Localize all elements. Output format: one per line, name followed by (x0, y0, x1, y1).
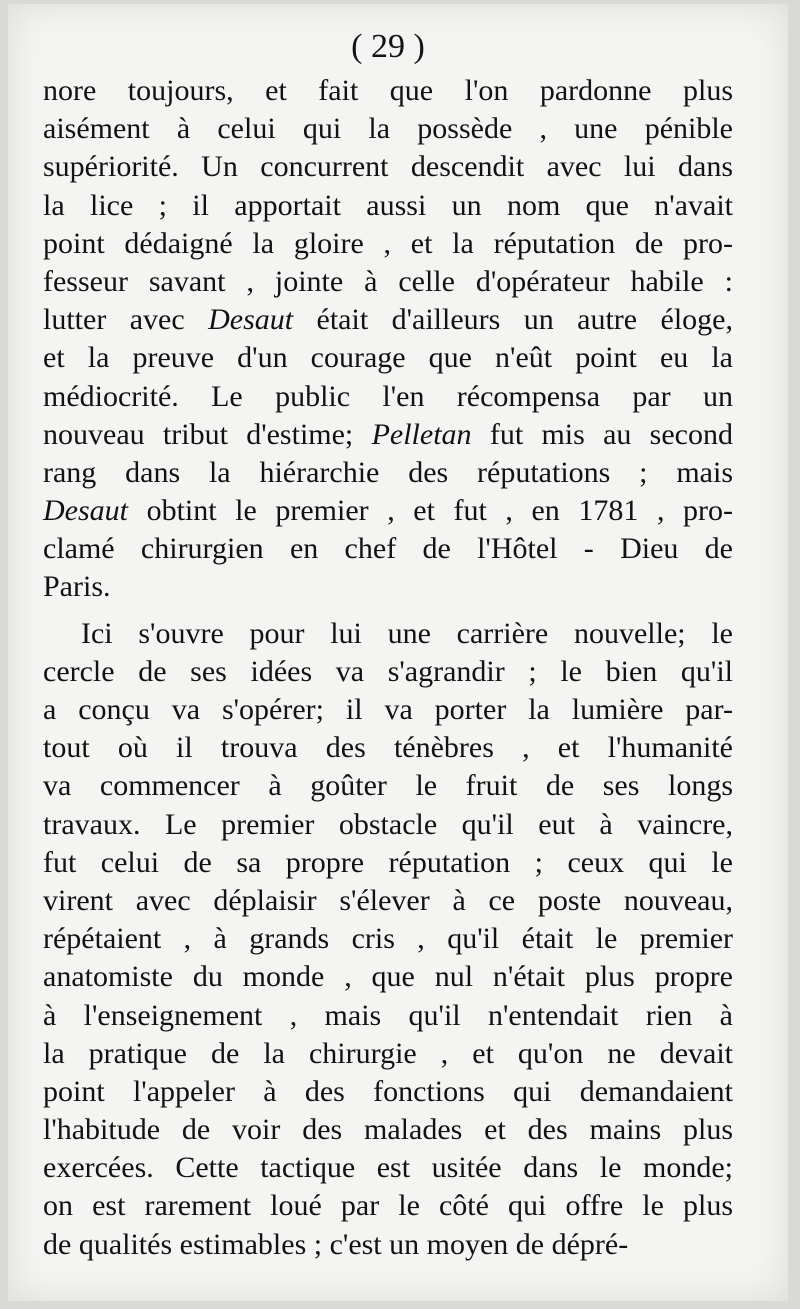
text-segment: rang dans la hiérarchie des réputations ; mais (43, 455, 733, 489)
text-line (43, 187, 733, 225)
text-segment: était d'ailleurs un autre éloge, (293, 303, 733, 337)
body-text (43, 72, 733, 1264)
text-line (43, 72, 733, 110)
text-line (43, 653, 733, 691)
text-segment: point l'appeler à des fonctions qui demandaient (43, 1074, 733, 1108)
text-segment: a conçu va s'opérer; il va porter la lumière par- (43, 693, 733, 726)
text-line (43, 339, 733, 377)
paragraph-gap (43, 607, 733, 615)
text-line (43, 416, 733, 454)
text-segment: point dédaigné la gloire , et la réputation de pro- (43, 226, 733, 260)
paragraph (43, 72, 733, 607)
text-segment: supériorité. Un concurrent descendit avec lui dans (43, 150, 733, 184)
text-line (43, 729, 733, 767)
text-line (43, 882, 733, 920)
text-segment: et la preuve d'un courage que n'eût point eu la (43, 341, 733, 375)
text-line (43, 454, 733, 492)
text-line (43, 1111, 733, 1149)
text-segment: Paris. (43, 570, 111, 604)
text-line (43, 1149, 733, 1187)
text-segment: fesseur savant , jointe à celle d'opérateur habile : (43, 264, 733, 298)
text-line (43, 920, 733, 958)
text-segment: virent avec déplaisir s'élever à ce poste nouveau, (43, 883, 733, 917)
text-segment: répétaient , à grands cris , qu'il était le premier (43, 922, 733, 956)
text-line (43, 767, 733, 805)
text-line (43, 1073, 733, 1111)
text-segment: médiocrité. Le public l'en récompensa par un (43, 379, 733, 413)
text-segment: la pratique de la chirurgie , et qu'on ne devait (43, 1036, 733, 1070)
text-segment: aisément à celui qui la possède , une pénible (43, 112, 733, 146)
text-line (43, 1035, 733, 1073)
text-segment: Ici s'ouvre pour lui une carrière nouvelle; le (81, 616, 733, 650)
italic-name: Desaut (43, 494, 128, 528)
text-segment: cercle de ses idées va s'agrandir ; le bien qu'il (43, 654, 733, 688)
text-line (43, 844, 733, 882)
text-segment: de qualités estimables ; c'est un moyen de dépré- (43, 1227, 629, 1261)
text-segment: fut celui de sa propre réputation ; ceux qui le (43, 845, 733, 879)
text-segment: tout où il trouva des ténèbres , et l'humanité (43, 731, 733, 765)
text-segment: la lice ; il apportait aussi un nom que n'avait (43, 188, 733, 222)
text-segment: clamé chirurgien en chef de l'Hôtel - Dieu de (43, 532, 733, 566)
paragraph (43, 615, 733, 1264)
text-line (43, 691, 733, 729)
text-line (43, 530, 733, 568)
text-line (43, 225, 733, 263)
text-line (43, 1226, 733, 1264)
text-line (43, 615, 733, 653)
text-segment: l'habitude de voir des malades et des mains plus (43, 1113, 733, 1147)
text-segment: nouveau tribut d'estime; (43, 417, 372, 451)
text-segment: fut mis au second (471, 417, 733, 451)
text-line (43, 148, 733, 186)
text-segment: anatomiste du monde , que nul n'était plus propre (43, 960, 733, 994)
book-page (8, 4, 788, 1301)
text-line (43, 492, 733, 530)
page-number: ( 29 ) (351, 28, 425, 65)
text-line (43, 301, 733, 339)
text-line (43, 958, 733, 996)
text-line (43, 110, 733, 148)
text-segment: à l'enseignement , mais qu'il n'entendait rien à (43, 998, 733, 1032)
text-line (43, 568, 733, 606)
text-line (43, 806, 733, 844)
text-line (43, 263, 733, 301)
text-segment: on est rarement loué par le côté qui offre le plus (43, 1189, 733, 1223)
text-segment: nore toujours, et fait que l'on pardonne plus (43, 74, 733, 107)
text-segment: travaux. Le premier obstacle qu'il eut à vaincre, (43, 807, 733, 841)
text-segment: va commencer à goûter le fruit de ses longs (43, 769, 733, 803)
italic-name: Pelletan (371, 417, 472, 451)
text-line (43, 378, 733, 416)
text-segment: exercées. Cette tactique est usitée dans le monde; (43, 1151, 733, 1185)
italic-name: Desaut (208, 303, 294, 337)
text-segment: obtint le premier , et fut , en 1781 , pro- (128, 494, 733, 528)
text-line (43, 997, 733, 1035)
text-segment: lutter avec (43, 303, 209, 337)
text-line (43, 1187, 733, 1225)
